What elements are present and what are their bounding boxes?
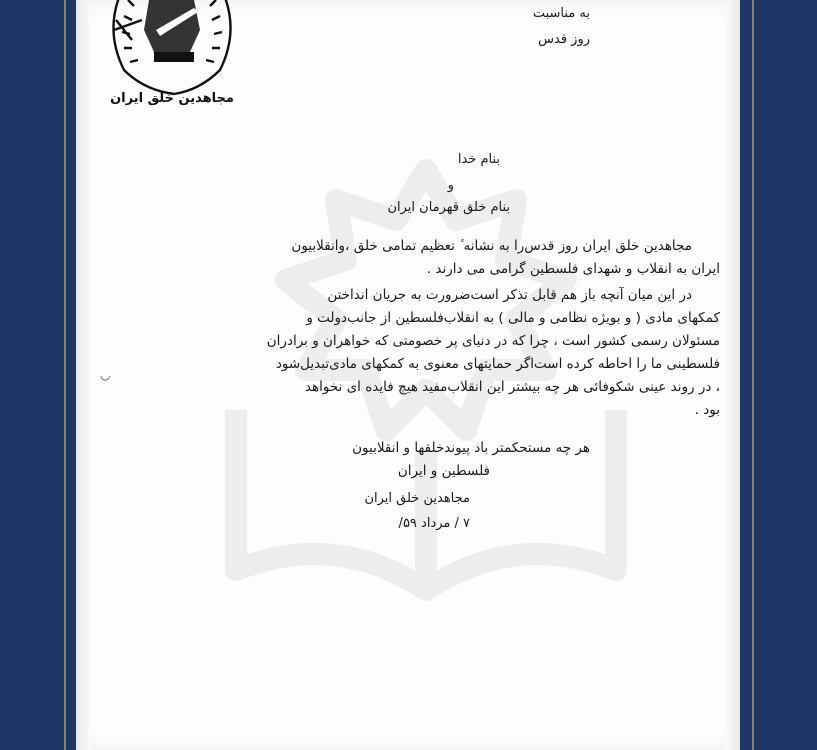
salutation-people: بنام خلق قهرمان ایران [387,200,510,215]
paper-edge-right [726,0,740,750]
salutation-and: و [447,178,454,193]
body-p2-line2: کمکهای مادی ( و بویژه نظامی و مالی ) به انقلاب‌فلسطین از جانب‌دولت و [306,310,720,326]
header-occasion: به مناسبت [532,6,590,21]
emblem-caption: مجاهدین خلق ایران [110,91,234,106]
body-p2-line6: بود . [694,402,720,418]
signature-org: مجاهدین خلق ایران [364,491,470,506]
body-p1-line1: مجاهدین خلق ایران روز قدس‌را به نشانه ٔ تعظیم تمامی خلق ،وانقلابیون [291,238,692,254]
closing-line1: هر چه مستحکمتر باد پیوندخلقها و انقلابیون [352,440,590,456]
signature-date: ۷ / مرداد ۵۹/ [398,516,470,531]
body-p2-line1: در این میان آنچه باز هم قابل تذکر است‌ضرورت به جریان انداختن [327,287,692,303]
salutation-god: بنام خدا [457,152,500,167]
paper-edge-left [76,0,90,750]
document-page [76,0,740,750]
closing-line2: فلسطین و ایران [397,463,490,479]
body-p2-line4: فلسطینی ما را احاطه کرده است‌اگر حمایتهای معنوی به کمکهای مادی‌تبدیل‌شود [275,356,720,372]
body-p2-line5: ، در روند عینی شکوفائی هر چه بیشتر این انقلاب‌مفید هیچ فایده ای نخواهد [304,379,720,395]
body-p2-line3: مسئولان رسمی کشور است ، چرا که در دنیای پر خصومتی که خواهران و برادران [266,333,720,349]
body-p1-line2: ایران به انقلاب و شهدای فلسطین گرامی می دارند . [426,261,720,277]
left-gold-line [64,0,66,750]
right-gold-line [752,0,754,750]
margin-mark: ◡ [100,368,111,382]
emblem-logo-icon [94,0,250,110]
header-quds-day: روز قدس [538,32,590,47]
